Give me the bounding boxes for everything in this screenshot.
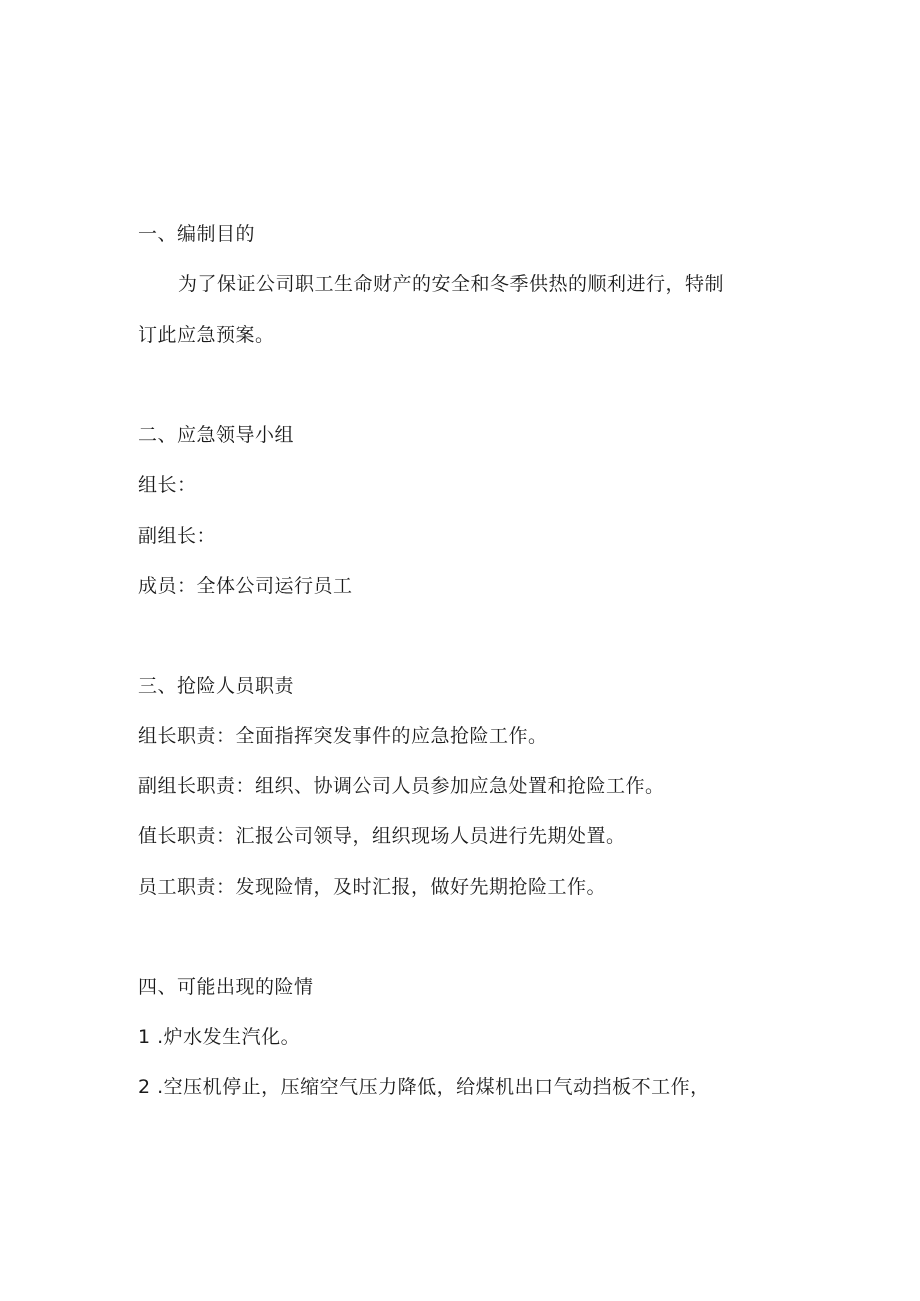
duty-item: 副组长职责：组织、协调公司人员参加应急处置和抢险工作。	[138, 775, 665, 797]
deputy-leader-line: 副组长：	[138, 525, 217, 547]
purpose-paragraph-line-2: 订此应急预案。	[138, 324, 275, 346]
hazard-item: 2 .空压机停止，压缩空气压力降低，给煤机出口气动挡板不工作，	[138, 1076, 710, 1098]
section-heading-leadership: 二、应急领导小组	[138, 424, 295, 446]
duty-item: 值长职责：汇报公司领导，组织现场人员进行先期处置。	[138, 825, 626, 847]
duty-item: 员工职责：发现险情，及时汇报，做好先期抢险工作。	[138, 876, 607, 898]
purpose-paragraph-line-1: 为了保证公司职工生命财产的安全和冬季供热的顺利进行，特制	[178, 273, 725, 295]
leader-line: 组长：	[138, 474, 197, 496]
members-line: 成员：全体公司运行员工	[138, 575, 353, 597]
section-heading-duties: 三、抢险人员职责	[138, 675, 295, 697]
hazard-item: 1 .炉水发生汽化。	[138, 1026, 301, 1048]
section-heading-purpose: 一、编制目的	[138, 223, 256, 245]
section-heading-hazards: 四、可能出现的险情	[138, 976, 314, 998]
duty-item: 组长职责：全面指挥突发事件的应急抢险工作。	[138, 725, 548, 747]
